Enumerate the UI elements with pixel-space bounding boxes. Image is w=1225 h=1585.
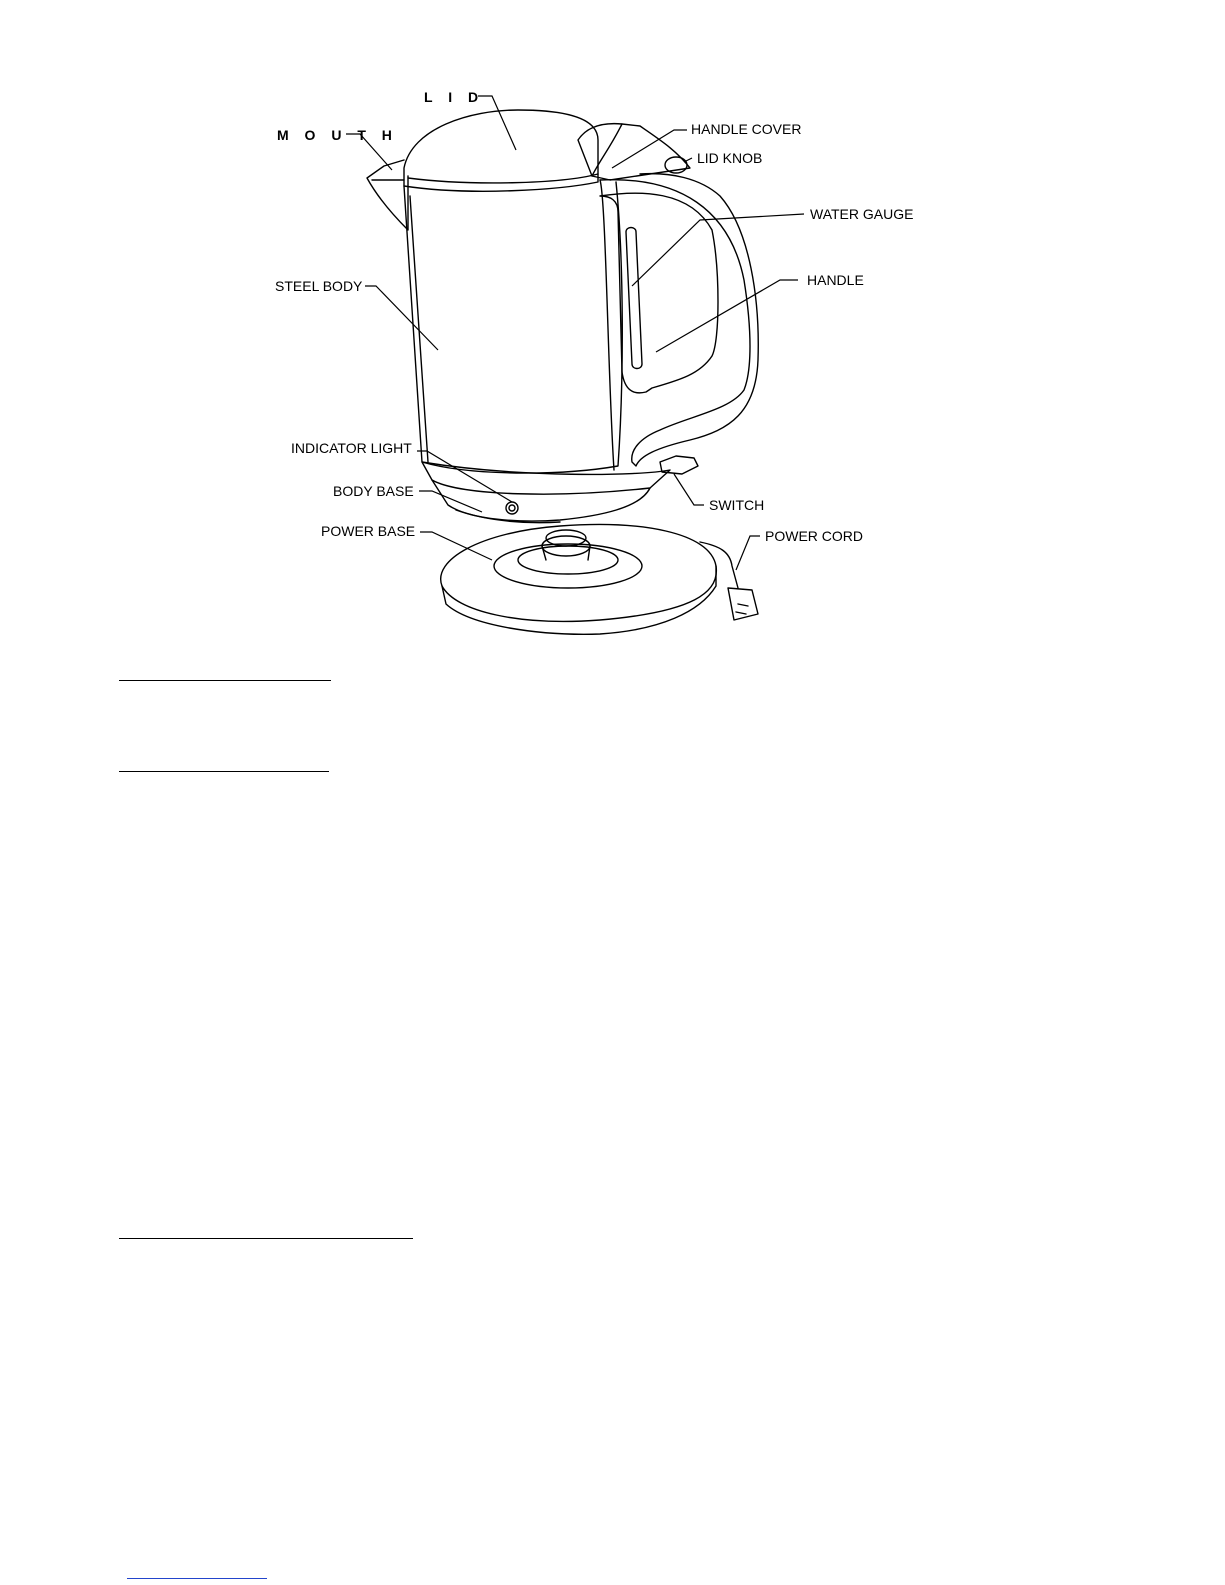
label-steel-body: STEEL BODY	[275, 278, 363, 294]
kettle-steel-body	[404, 182, 622, 473]
kettle-illustration	[367, 110, 758, 634]
kettle-mouth	[367, 160, 408, 230]
label-handle: HANDLE	[807, 272, 864, 288]
label-mouth: M O U T H	[277, 127, 398, 143]
label-lid-knob: LID KNOB	[697, 150, 763, 166]
label-power-base: POWER BASE	[321, 523, 416, 539]
label-lid: L I D	[424, 89, 485, 105]
section-rule-2	[119, 771, 329, 772]
label-power-cord: POWER CORD	[765, 528, 863, 544]
label-body-base: BODY BASE	[333, 483, 414, 499]
water-gauge-window	[626, 228, 642, 369]
label-water-gauge: WATER GAUGE	[810, 206, 914, 222]
label-handle-cover: HANDLE COVER	[691, 121, 802, 137]
power-plug	[728, 588, 758, 620]
label-indicator-light: INDICATOR LIGHT	[291, 440, 412, 456]
section-rule-1	[119, 680, 331, 681]
footer-link-rule	[127, 1578, 267, 1579]
power-base	[441, 525, 717, 622]
section-rule-3	[119, 1238, 413, 1239]
kettle-body-base	[422, 462, 670, 494]
label-switch: SWITCH	[709, 497, 765, 513]
callout-labels	[275, 89, 913, 544]
indicator-light	[506, 502, 518, 514]
